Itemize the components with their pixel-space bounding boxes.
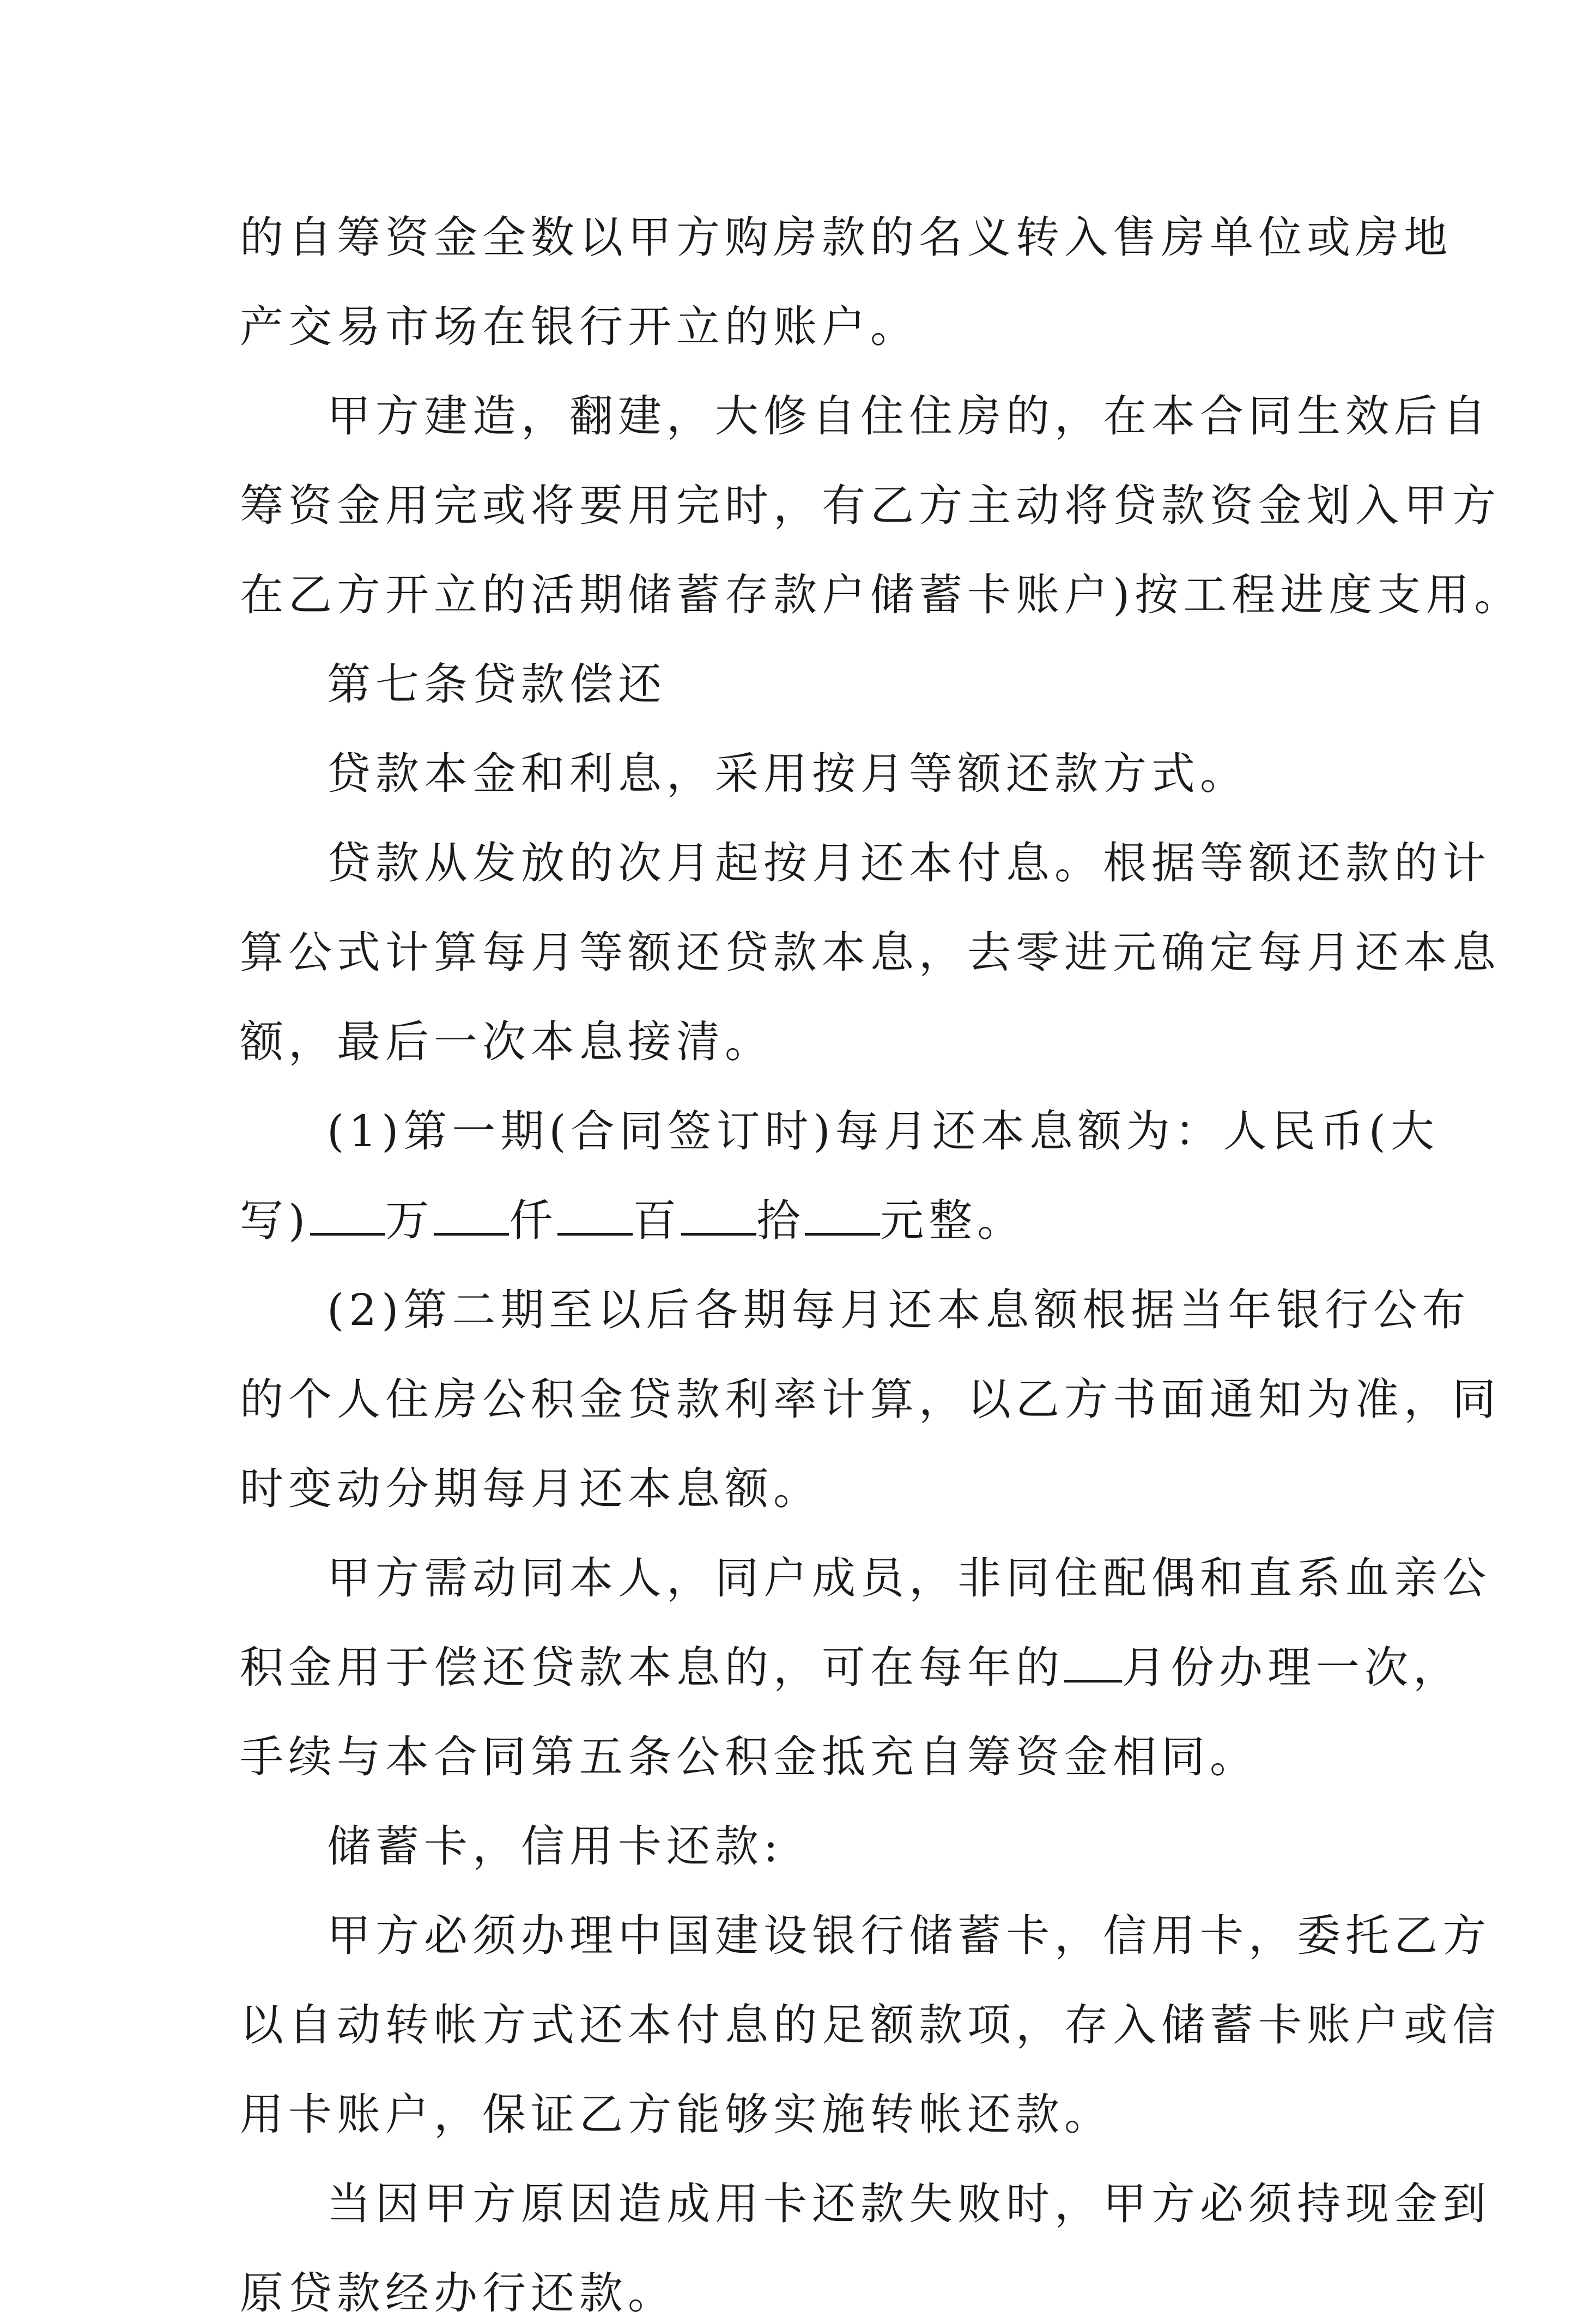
text-line: 的自筹资金全数以甲方购房款的名义转入售房单位或房地 bbox=[240, 212, 1452, 263]
amount-blank-yuan[interactable] bbox=[805, 1198, 880, 1236]
unit-qian: 仟 bbox=[509, 1195, 558, 1246]
unit-wan: 万 bbox=[385, 1195, 434, 1246]
text-line: 额，最后一次本息接清。 bbox=[240, 1016, 773, 1067]
amount-fill-line bbox=[240, 1190, 1362, 1251]
unit-bai: 百 bbox=[633, 1195, 682, 1246]
amount-prefix: 写) bbox=[240, 1195, 311, 1246]
amount-blank-wan[interactable] bbox=[310, 1198, 385, 1236]
amount-blank-bai[interactable] bbox=[557, 1198, 633, 1236]
month-fill-line bbox=[240, 1637, 1461, 1698]
paragraph-first-line: (2)第二期至以后各期每月还本息额根据当年银行公布 bbox=[327, 1285, 1471, 1335]
month-blank[interactable] bbox=[1064, 1645, 1122, 1683]
section-heading: 第七条贷款偿还 bbox=[327, 659, 666, 710]
paragraph-first-line: 甲方建造，翻建，大修自住住房的，在本合同生效后自 bbox=[327, 391, 1491, 441]
text-line: 用卡账户，保证乙方能够实施转帐还款。 bbox=[240, 2089, 1113, 2140]
amount-blank-qian[interactable] bbox=[434, 1198, 509, 1236]
amount-blank-shi[interactable] bbox=[681, 1198, 756, 1236]
text-line: 时变动分期每月还本息额。 bbox=[240, 1463, 822, 1514]
paragraph-first-line: 贷款从发放的次月起按月还本付息。根据等额还款的计 bbox=[327, 838, 1491, 888]
document-page bbox=[240, 207, 1523, 2324]
paragraph-first-line: 甲方需动同本人，同户成员，非同住配偶和直系血亲公 bbox=[327, 1553, 1491, 1603]
text-line: 产交易市场在银行开立的账户。 bbox=[240, 301, 919, 352]
text-line: 以自动转帐方式还本付息的足额款项，存入储蓄卡账户或信 bbox=[240, 2000, 1501, 2050]
text-line: 原贷款经办行还款。 bbox=[240, 2268, 676, 2319]
text-line: 手续与本合同第五条公积金抵充自筹资金相同。 bbox=[240, 1732, 1258, 1782]
text-line: 的个人住房公积金贷款利率计算，以乙方书面通知为准，同 bbox=[240, 1374, 1501, 1425]
section-heading: 储蓄卡，信用卡还款: bbox=[327, 1821, 783, 1872]
paragraph-first-line: (1)第一期(合同签订时)每月还本息额为：人民币(大 bbox=[327, 1106, 1439, 1157]
paragraph-first-line: 甲方必须办理中国建设银行储蓄卡，信用卡，委托乙方 bbox=[327, 1910, 1491, 1961]
month-text-after: 月份办理一次， bbox=[1122, 1642, 1461, 1693]
paragraph-first-line: 贷款本金和利息，采用按月等额还款方式。 bbox=[327, 748, 1248, 799]
text-line: 筹资金用完或将要用完时，有乙方主动将贷款资金划入甲方 bbox=[240, 480, 1501, 531]
text-line: 在乙方开立的活期储蓄存款户储蓄卡账户)按工程进度支用。 bbox=[240, 570, 1523, 620]
text-line: 算公式计算每月等额还贷款本息，去零进元确定每月还本息 bbox=[240, 927, 1501, 978]
paragraph-first-line: 当因甲方原因造成用卡还款失败时，甲方必须持现金到 bbox=[327, 2178, 1491, 2229]
amount-suffix: 元整。 bbox=[880, 1195, 1026, 1246]
unit-shi: 拾 bbox=[756, 1195, 805, 1246]
month-text-before: 积金用于偿还贷款本息的，可在每年的 bbox=[240, 1642, 1064, 1693]
